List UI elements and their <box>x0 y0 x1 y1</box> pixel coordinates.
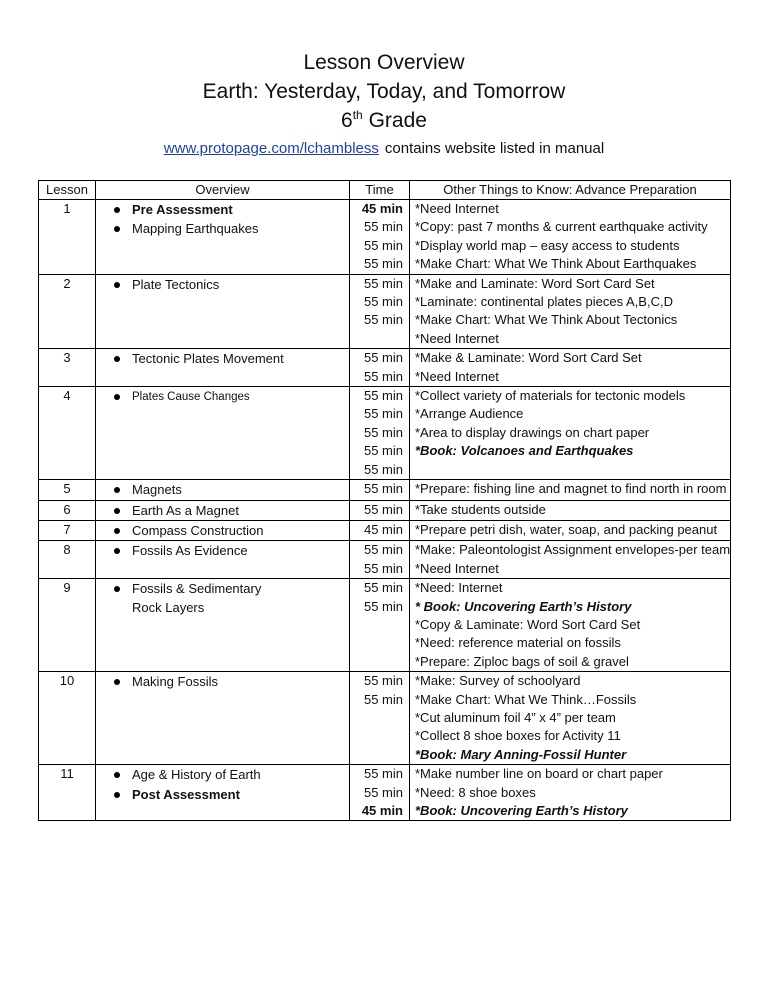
overview-item: Plate Tectonics <box>96 275 349 294</box>
time-value: 55 min <box>363 294 403 310</box>
note-line: *Need Internet <box>415 560 499 576</box>
bullet-icon <box>114 679 120 685</box>
table-row <box>39 520 731 540</box>
note-line: *Laminate: continental plates pieces A,B,C,D <box>415 294 673 310</box>
document-header <box>0 48 768 159</box>
table-row <box>39 579 731 672</box>
notes-cell <box>410 200 731 275</box>
overview-cell <box>96 200 350 275</box>
note-line: *Prepare petri dish, water, soap, and packing peanut <box>415 521 718 537</box>
time-value: 55 min <box>363 219 403 235</box>
lesson-number: 10 <box>39 672 96 765</box>
overview-cell <box>96 480 350 500</box>
overview-item: Mapping Earthquakes <box>96 219 349 238</box>
time-value: 55 min <box>363 673 403 689</box>
bullet-icon <box>114 356 120 362</box>
book-note: *Book: Volcanoes and Earthquakes <box>415 443 634 459</box>
note-line: *Need: Internet <box>415 580 503 596</box>
overview-item: Making Fossils <box>96 672 349 691</box>
table-row <box>39 274 731 349</box>
table-row <box>39 387 731 480</box>
time-value: 55 min <box>363 542 403 558</box>
lesson-number: 7 <box>39 520 96 540</box>
notes-cell <box>410 672 731 765</box>
note-line: *Take students outside <box>415 501 546 517</box>
website-line <box>0 139 768 159</box>
note-line: *Need Internet <box>415 330 499 346</box>
page-title: Lesson Overview <box>303 51 465 74</box>
note-line: *Prepare: fishing line and magnet to find north in room <box>415 481 727 497</box>
lesson-number: 1 <box>39 200 96 275</box>
time-value: 55 min <box>363 481 403 497</box>
bullet-icon <box>114 487 120 493</box>
note-line: *Make: Survey of schoolyard <box>415 673 581 689</box>
note-line: *Make Chart: What We Think…Fossils <box>415 691 637 707</box>
time-cell <box>350 765 410 821</box>
time-cell <box>350 349 410 387</box>
note-line: *Collect 8 shoe boxes for Activity 11 <box>415 728 621 744</box>
grade-word: Grade <box>368 109 427 132</box>
overview-item: Tectonic Plates Movement <box>96 349 349 368</box>
table-row <box>39 349 731 387</box>
time-cell <box>350 579 410 672</box>
bullet-icon <box>114 528 120 534</box>
time-value: 55 min <box>363 388 403 404</box>
overview-cell <box>96 387 350 480</box>
time-value: 55 min <box>363 256 403 272</box>
bullet-icon <box>114 207 120 213</box>
page-subtitle: Earth: Yesterday, Today, and Tomorrow <box>202 80 566 103</box>
table-row <box>39 765 731 821</box>
bullet-icon <box>114 772 120 778</box>
bullet-icon <box>114 282 120 288</box>
overview-item: Earth As a Magnet <box>96 501 349 520</box>
overview-cell <box>96 765 350 821</box>
time-cell <box>350 520 410 540</box>
notes-cell <box>410 520 731 540</box>
grade-number: 6 <box>341 109 353 132</box>
bullet-icon <box>114 508 120 514</box>
book-note: *Book: Mary Anning-Fossil Hunter <box>415 746 627 762</box>
note-line: *Arrange Audience <box>415 406 524 422</box>
overview-cell <box>96 520 350 540</box>
notes-cell <box>410 387 731 480</box>
table-row <box>39 200 731 275</box>
lesson-number: 6 <box>39 500 96 520</box>
grade-line <box>0 106 768 135</box>
note-line: *Collect variety of materials for tectonic models <box>415 388 686 404</box>
table-row <box>39 500 731 520</box>
overview-item-continued: Rock Layers <box>132 599 205 615</box>
note-line: *Make: Paleontologist Assignment envelopes-per team <box>415 542 731 558</box>
overview-item: Fossils As Evidence <box>96 541 349 560</box>
notes-cell <box>410 500 731 520</box>
notes-cell <box>410 765 731 821</box>
note-line: *Need Internet <box>415 201 499 216</box>
overview-item: Magnets <box>96 480 349 499</box>
lesson-number: 8 <box>39 541 96 579</box>
time-value: 55 min <box>363 424 403 440</box>
header-lesson: Lesson <box>39 181 96 200</box>
time-value: 55 min <box>363 350 403 366</box>
time-value: 55 min <box>363 598 403 614</box>
lesson-number: 4 <box>39 387 96 480</box>
note-line: *Need: reference material on fossils <box>415 635 621 651</box>
overview-item: Post Assessment <box>96 785 349 804</box>
time-value: 55 min <box>363 275 403 291</box>
grade-suffix: th <box>352 108 363 122</box>
time-value: 45 min <box>363 521 403 537</box>
time-value: 55 min <box>363 368 403 384</box>
overview-cell <box>96 274 350 349</box>
time-cell <box>350 387 410 480</box>
lesson-table <box>38 180 731 821</box>
time-cell <box>350 541 410 579</box>
table-row <box>39 672 731 765</box>
time-value: 55 min <box>363 461 403 477</box>
notes-cell <box>410 579 731 672</box>
bullet-icon <box>114 548 120 554</box>
time-value: 55 min <box>363 560 403 576</box>
bullet-icon <box>114 394 120 400</box>
note-line: *Make & Laminate: Word Sort Card Set <box>415 350 642 366</box>
notes-cell <box>410 349 731 387</box>
time-cell <box>350 200 410 275</box>
overview-item: Age & History of Earth <box>96 765 349 784</box>
note-line: *Make Chart: What We Think About Earthquakes <box>415 256 697 272</box>
time-value: 45 min <box>361 201 403 216</box>
note-line: *Copy & Laminate: Word Sort Card Set <box>415 616 641 632</box>
note-line: *Prepare: Ziploc bags of soil & gravel <box>415 653 629 669</box>
note-line: *Cut aluminum foil 4” x 4” per team <box>415 709 616 725</box>
note-line: *Display world map – easy access to students <box>415 237 680 253</box>
overview-cell <box>96 541 350 579</box>
lesson-number: 5 <box>39 480 96 500</box>
header-notes: Other Things to Know: Advance Preparation <box>410 181 731 200</box>
overview-cell <box>96 579 350 672</box>
book-note: *Book: Uncovering Earth’s History <box>415 803 628 818</box>
overview-cell <box>96 349 350 387</box>
time-value: 55 min <box>363 501 403 517</box>
time-value: 55 min <box>363 784 403 800</box>
note-line: *Need Internet <box>415 368 499 384</box>
lesson-number: 3 <box>39 349 96 387</box>
note-line: *Area to display drawings on chart paper <box>415 424 650 440</box>
overview-item: Compass Construction <box>96 521 349 540</box>
time-value: 55 min <box>363 691 403 707</box>
table-header-row <box>39 181 731 200</box>
time-cell <box>350 672 410 765</box>
note-line: *Make and Laminate: Word Sort Card Set <box>415 275 655 291</box>
notes-cell <box>410 541 731 579</box>
time-value: 55 min <box>363 237 403 253</box>
header-time: Time <box>350 181 410 200</box>
table-row <box>39 480 731 500</box>
website-note: contains website listed in manual <box>384 140 605 157</box>
lesson-number: 11 <box>39 765 96 821</box>
header-overview: Overview <box>96 181 350 200</box>
time-value: 55 min <box>363 406 403 422</box>
time-cell <box>350 500 410 520</box>
time-value: 55 min <box>363 766 403 782</box>
bullet-icon <box>114 586 120 592</box>
time-cell <box>350 480 410 500</box>
notes-cell <box>410 480 731 500</box>
overview-item: Fossils & Sedimentary <box>96 579 349 598</box>
time-value: 55 min <box>363 312 403 328</box>
time-value: 45 min <box>361 803 403 818</box>
note-line: *Copy: past 7 months & current earthquake activity <box>415 219 708 235</box>
time-value: 55 min <box>363 580 403 596</box>
overview-cell <box>96 672 350 765</box>
overview-cell <box>96 500 350 520</box>
lesson-number: 9 <box>39 579 96 672</box>
overview-item: Pre Assessment <box>96 200 349 219</box>
book-note: * Book: Uncovering Earth’s History <box>415 598 632 614</box>
overview-item: Plates Cause Changes <box>96 387 349 406</box>
note-line: *Need: 8 shoe boxes <box>415 784 536 800</box>
notes-cell <box>410 274 731 349</box>
note-line: *Make Chart: What We Think About Tectonics <box>415 312 678 328</box>
time-cell <box>350 274 410 349</box>
lesson-number: 2 <box>39 274 96 349</box>
bullet-icon <box>114 792 120 798</box>
table-row <box>39 541 731 579</box>
bullet-icon <box>114 226 120 232</box>
website-link[interactable]: www.protopage.com/lchambless <box>163 140 379 157</box>
note-line: *Make number line on board or chart paper <box>415 766 663 782</box>
time-value: 55 min <box>363 443 403 459</box>
